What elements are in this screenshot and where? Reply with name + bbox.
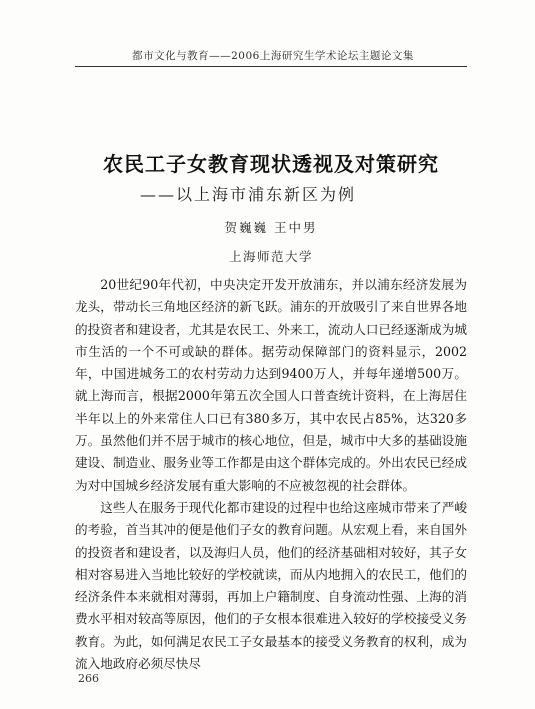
body-paragraph-1: 20世纪90年代初，中央决定开发开放浦东，并以浦东经济发展为龙头，带动长三角地区经济的新飞跃。浦东的开放吸引了来自世界各地的投资者和建设者，尤其是农民工、外来工，流动人口已经逐渐成为城市生活的一个不可或缺的群体。据劳动保障部门的资料显示，2002年，中国进城务工的农村劳动力达到9400万人，并每年递增500万。就上海而言，根据2000年第五次全国人口普查统计资料，在上海居住半年以上的外来常住人口已有380多万，其中农民占85%，达320多万。虽然他们并不居于城市的核心地位，但是，城市中大多的基础设施建设、制造业、服务业等工作都是由这个群体完成的。外出农民已经成为对中国城乡经济发展有重大影响的不应被忽视的社会群体。 [75,277,467,493]
article-title: 农民工子女教育现状透视及对策研究 [103,152,439,176]
header-rule [75,66,467,67]
article-subtitle: ——以上海市浦东新区为例 [140,185,357,204]
article-body [75,274,467,675]
running-header: 都市文化与教育——2006上海研究生学术论坛主题论文集 [132,50,414,62]
author-affiliation: 上海师范大学 [228,249,313,264]
article-authors: 贺巍巍 王中男 [224,220,318,235]
body-paragraph-2: 这些人在服务于现代化都市建设的过程中也给这座城市带来了严峻的考验，首当其冲的便是他们子女的教育问题。从宏观上看，来自国外的投资者和建设者，以及海归人员，他们的经济基础相对较好，其子女相对容易进入当地比较好的学校就读，而从内地拥入的农民工，他们的经济条件本来就相对薄弱，再加上户籍制度、自身流动性强、上海的消费水平相对较高等原因，他们的子女根本很难进入较好的学校接受义务教育。为此，如何满足农民工子女最基本的接受义务教育的权利，成为流入地政府必须尽快尽 [75,499,467,672]
page-number: 266 [78,672,99,685]
